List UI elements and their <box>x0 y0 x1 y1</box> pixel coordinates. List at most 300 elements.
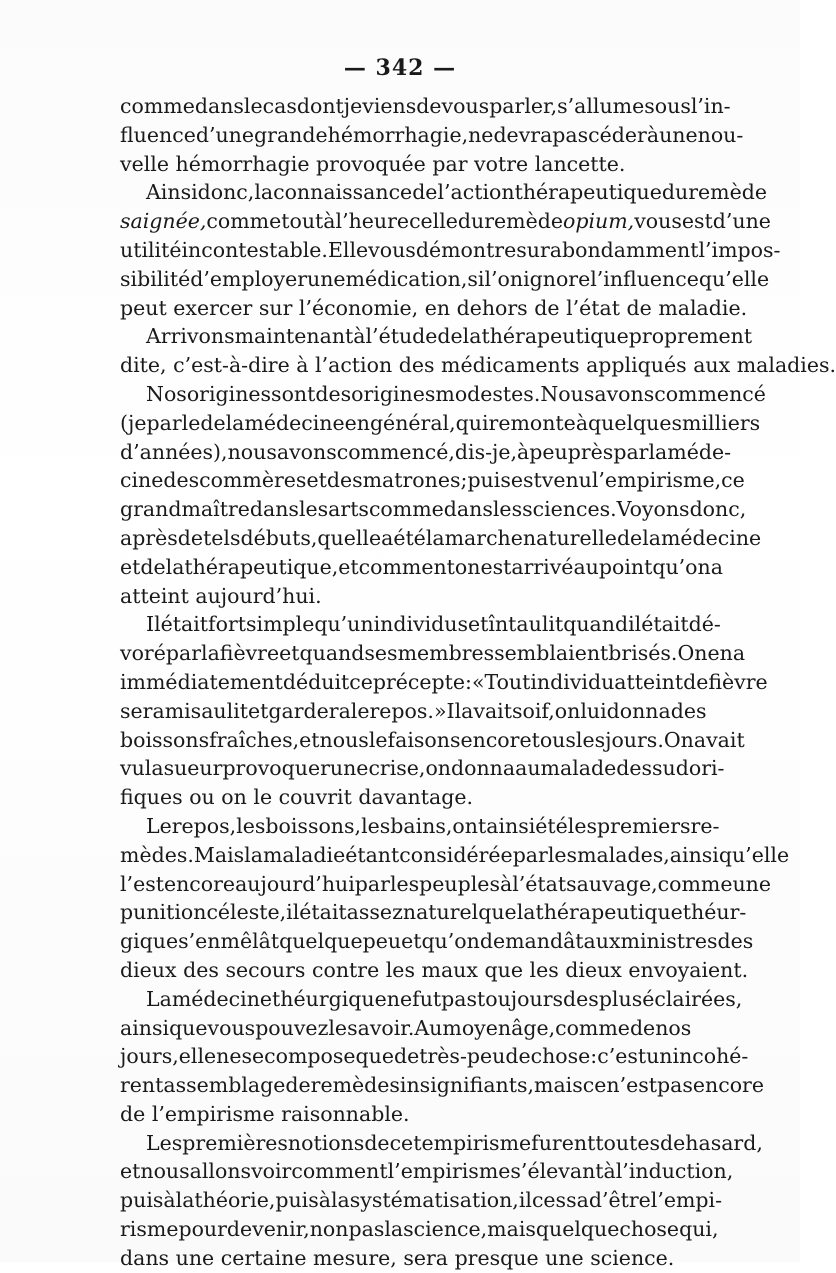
word: dé- <box>688 612 721 637</box>
word: éclairées, <box>642 986 743 1011</box>
word: ce <box>721 468 745 493</box>
word: les <box>298 497 329 522</box>
word: que <box>478 900 517 925</box>
word: maux <box>421 957 478 982</box>
word: commencé <box>654 381 766 406</box>
word: la <box>384 1217 404 1242</box>
word: lit <box>226 698 248 723</box>
word: Le <box>146 813 172 838</box>
word: contre <box>312 957 380 982</box>
word: nous <box>140 1159 190 1184</box>
word: quelque <box>535 1217 620 1242</box>
word: et <box>279 641 300 666</box>
word: vu <box>120 756 145 781</box>
word: ainsi <box>486 813 536 838</box>
word: allons <box>189 1159 252 1184</box>
text-line <box>120 322 753 351</box>
word: de <box>629 1015 656 1040</box>
word: premières <box>182 1130 288 1155</box>
text-line <box>120 1071 764 1100</box>
word: hasard, <box>685 1130 763 1155</box>
word: sur <box>258 295 293 320</box>
word: s’élevant <box>510 1159 604 1184</box>
text-line <box>120 754 725 783</box>
word: dieux <box>565 957 622 982</box>
word: pouvez <box>255 1015 329 1040</box>
word: peuples <box>419 871 500 896</box>
word: avons <box>276 439 337 464</box>
word: thérapeutique <box>535 900 683 925</box>
word: l’empirisme <box>387 1159 511 1184</box>
word: : <box>590 1044 598 1069</box>
word: incontestable. <box>181 237 328 262</box>
word: bains, <box>390 813 453 838</box>
word: vous <box>441 94 490 118</box>
word: d’une <box>712 209 771 234</box>
word: au <box>201 698 227 723</box>
word: proprement <box>628 324 753 349</box>
word: provoquer <box>222 756 330 781</box>
text-line <box>120 812 720 841</box>
word: à <box>318 1188 331 1213</box>
word: utilité <box>120 237 182 262</box>
word: la <box>648 439 668 464</box>
word: La <box>146 986 172 1011</box>
word: l’état <box>512 871 567 896</box>
word: les <box>389 871 420 896</box>
word: presque <box>454 1245 539 1270</box>
word: déduit <box>282 669 350 694</box>
word: le <box>328 1015 348 1040</box>
word: systématisation, <box>349 1188 519 1213</box>
word: il <box>286 900 300 925</box>
word: appliqués <box>586 353 687 378</box>
word: dehors <box>456 295 528 320</box>
word: est <box>510 468 542 493</box>
word: « <box>471 669 485 694</box>
word: quand <box>299 641 365 666</box>
word: malades, <box>577 842 670 867</box>
word: quand <box>563 612 629 637</box>
word: de <box>394 1044 420 1069</box>
text-line <box>120 121 744 150</box>
word: origines <box>351 381 436 406</box>
word: hémorrhagie, <box>327 122 469 147</box>
word: la <box>642 525 661 550</box>
word: velle <box>120 151 169 176</box>
word: lui <box>580 698 607 723</box>
word: l’empirisme, <box>591 468 722 493</box>
word: n’est <box>606 1073 657 1098</box>
word: crise, <box>368 756 426 781</box>
word: céleste, <box>206 900 287 925</box>
word: des <box>326 468 363 493</box>
word: couvrit <box>278 785 352 810</box>
word: Arrivons <box>146 324 235 349</box>
word: peut <box>120 295 167 320</box>
word: ce <box>349 669 373 694</box>
word: saignée, <box>120 209 207 234</box>
word: la <box>330 1188 350 1213</box>
word: du <box>661 180 689 205</box>
word: notions <box>287 1130 365 1155</box>
word: pas <box>657 1073 693 1098</box>
word: au <box>516 612 542 637</box>
word: de <box>285 1073 311 1098</box>
word: comment <box>358 554 455 579</box>
word: de <box>660 1130 686 1155</box>
word: modestes. <box>435 381 541 406</box>
word: mèdes. <box>120 842 194 867</box>
word: tînt <box>480 612 517 637</box>
word: punition <box>120 900 207 925</box>
page-number: — 342 — <box>343 55 457 81</box>
word: à <box>575 410 589 435</box>
word: devra <box>493 122 553 147</box>
word: science, <box>403 1217 488 1242</box>
text-line <box>120 553 723 582</box>
word: la <box>225 410 245 435</box>
word: été <box>393 525 426 550</box>
word: Nous <box>540 381 595 406</box>
word: de <box>200 410 226 435</box>
word: matrones <box>362 468 461 493</box>
word: naturel <box>402 900 479 925</box>
word: à <box>646 122 660 147</box>
word: des <box>717 929 754 954</box>
word: elle <box>178 1044 217 1069</box>
word: à <box>499 871 513 896</box>
word: repos, <box>171 813 237 838</box>
word: de <box>120 1101 146 1126</box>
text-line <box>120 150 682 179</box>
word: plus <box>598 986 643 1011</box>
word: chose <box>530 1044 591 1069</box>
word: comme <box>120 94 195 118</box>
word: demandât <box>479 929 584 954</box>
word: maladies. <box>736 353 836 378</box>
word: marche <box>444 525 523 550</box>
word: à <box>603 1159 616 1184</box>
word: d’années), <box>120 439 228 464</box>
word: envoyaient. <box>628 957 749 982</box>
word: arts <box>328 497 369 522</box>
word: thérapeutique <box>514 180 662 205</box>
word: atteint <box>614 669 684 694</box>
word: thérapeutique <box>481 324 629 349</box>
word: l’impos- <box>698 237 781 262</box>
text-line <box>120 783 682 812</box>
word: d’une <box>195 122 255 147</box>
word: puis <box>120 1188 164 1213</box>
word: cet <box>389 1130 422 1155</box>
word: boissons, <box>265 813 362 838</box>
text-line <box>120 668 768 697</box>
word: ainsi <box>669 842 719 867</box>
word: ne <box>216 1044 242 1069</box>
word: hémorrhagie <box>175 151 310 176</box>
word: le <box>368 727 388 752</box>
word: origines <box>186 381 272 406</box>
word: était <box>160 612 209 637</box>
word: avait <box>693 727 745 752</box>
text-line <box>120 927 754 956</box>
word: Les <box>146 1130 183 1155</box>
word: des <box>163 468 200 493</box>
word: céder <box>588 122 647 147</box>
word: de <box>683 669 709 694</box>
word: mais <box>487 1217 536 1242</box>
word: re- <box>690 813 720 838</box>
word: près <box>567 439 614 464</box>
text-line <box>120 466 745 495</box>
word: surabondamment <box>516 237 699 262</box>
word: ou <box>189 785 215 810</box>
word: la <box>144 756 164 781</box>
word: dont <box>296 94 344 118</box>
word: mesure, <box>313 1245 397 1270</box>
word: Ainsi <box>146 180 198 205</box>
text-line <box>120 582 682 611</box>
word: tels <box>203 525 241 550</box>
word: provoquée <box>316 151 426 176</box>
word: méde- <box>667 439 732 464</box>
word: fluence <box>120 122 196 147</box>
word: les <box>529 957 559 982</box>
word: dans <box>443 497 493 522</box>
word: à <box>296 353 309 378</box>
word: incohé- <box>672 1044 749 1069</box>
text-line <box>120 898 747 927</box>
word: gique <box>120 929 179 954</box>
word: nos <box>655 1015 692 1040</box>
text-line <box>120 610 721 639</box>
word: médecine <box>244 410 345 435</box>
word: quelle <box>317 525 382 550</box>
word: on <box>554 698 581 723</box>
word: avait <box>461 698 512 723</box>
word: grand <box>120 497 182 522</box>
text-line <box>120 1186 723 1215</box>
word: empirisme <box>421 1130 532 1155</box>
word: donna <box>451 756 516 781</box>
word: maintenant <box>234 324 354 349</box>
word: une <box>175 1245 215 1270</box>
word: certaine <box>220 1245 307 1270</box>
word: et <box>299 727 320 752</box>
word: Il <box>146 612 161 637</box>
word: considérée <box>399 842 513 867</box>
word: aujourd’hui <box>235 871 355 896</box>
word: lit <box>541 612 564 637</box>
word: qu’on <box>421 929 480 954</box>
word: thérapeutique, <box>184 554 339 579</box>
word: s’allume <box>557 94 645 118</box>
word: votre <box>474 151 529 176</box>
text-line <box>120 841 790 870</box>
word: théur- <box>682 900 747 925</box>
word: la <box>175 1188 195 1213</box>
word: de <box>364 1130 390 1155</box>
word: on <box>221 785 247 810</box>
word: pas <box>552 122 589 147</box>
word: de <box>412 180 438 205</box>
text-line <box>120 1042 749 1071</box>
word: des <box>398 353 435 378</box>
word: comment <box>291 1159 388 1184</box>
word: immédiatement <box>120 669 283 694</box>
word: maladie <box>262 842 346 867</box>
word: qu’on <box>652 554 711 579</box>
text-line <box>120 870 772 899</box>
word: tous <box>531 727 576 752</box>
text-line <box>120 1215 719 1244</box>
word: des <box>670 698 707 723</box>
text-line <box>120 495 747 524</box>
word: ce <box>582 1073 607 1098</box>
word: sibilité <box>120 266 191 291</box>
word: viens <box>362 94 417 118</box>
word: se <box>241 1044 265 1069</box>
word: sudori- <box>652 756 725 781</box>
word: par <box>432 151 468 176</box>
word: (je <box>120 410 147 435</box>
word: une <box>329 756 369 781</box>
word: et <box>120 554 141 579</box>
word: se <box>457 612 481 637</box>
text-line <box>120 409 761 438</box>
word: et <box>248 698 269 723</box>
word: mis <box>164 698 202 723</box>
word: maître <box>181 497 250 522</box>
word: membres <box>397 641 495 666</box>
word: l’heure <box>335 209 410 234</box>
word: médecine <box>660 525 762 550</box>
word: débuts, <box>240 525 318 550</box>
text-line <box>120 438 732 467</box>
word: par <box>512 842 548 867</box>
word: a <box>710 554 723 579</box>
word: sont <box>271 381 316 406</box>
word: secours <box>225 957 306 982</box>
word: par <box>613 439 649 464</box>
word: l’induction, <box>615 1159 734 1184</box>
word: Nos <box>146 381 187 406</box>
word: à <box>163 1188 176 1213</box>
text-line <box>120 207 771 236</box>
word: des <box>616 756 653 781</box>
word: On <box>663 727 694 752</box>
word: faisons <box>387 727 461 752</box>
word: les <box>567 813 598 838</box>
word: une <box>659 122 698 147</box>
word: de <box>437 324 463 349</box>
word: jours, <box>120 1044 179 1069</box>
word: et <box>120 1159 141 1184</box>
word: comme <box>657 871 733 896</box>
word: l’on <box>484 266 524 291</box>
word: remède <box>688 180 767 205</box>
word: milliers <box>682 410 761 435</box>
word: l’état <box>566 295 620 320</box>
text-line <box>120 265 770 294</box>
word: mêlât <box>220 929 280 954</box>
word: donna <box>606 698 671 723</box>
word: donc, <box>197 180 255 205</box>
word: ne <box>386 986 413 1011</box>
word: non <box>309 1217 349 1242</box>
word: étant <box>345 842 400 867</box>
word: risme <box>120 1217 179 1242</box>
word: ; <box>460 468 468 493</box>
word: théorie, <box>194 1188 276 1213</box>
word: chose <box>619 1217 680 1242</box>
word: aux <box>693 353 731 378</box>
word: boissons <box>120 727 210 752</box>
text-line <box>120 697 707 726</box>
word: sous <box>644 94 691 118</box>
word: raisonnable. <box>281 1101 410 1126</box>
word: au <box>515 756 541 781</box>
text-line <box>120 726 745 755</box>
word: quelque <box>279 929 363 954</box>
word: démontre <box>415 237 517 262</box>
word: des <box>315 381 352 406</box>
word: était <box>299 900 347 925</box>
word: voir <box>251 1159 292 1184</box>
word: peu <box>362 929 402 954</box>
word: comme <box>555 1015 630 1040</box>
word: la <box>165 554 185 579</box>
word: nous <box>319 727 369 752</box>
word: très-peu <box>419 1044 506 1069</box>
word: une <box>545 1245 584 1270</box>
word: de <box>140 554 166 579</box>
word: malade <box>540 756 617 781</box>
word: encore <box>163 871 236 896</box>
word: en <box>707 641 733 666</box>
word: qu’elle <box>698 266 770 291</box>
word: maladie. <box>658 295 748 320</box>
text-line <box>120 236 781 265</box>
text-line <box>120 294 748 323</box>
word: gardera <box>268 698 351 723</box>
word: la <box>201 641 220 666</box>
word: mais <box>534 1073 583 1098</box>
word: sueur <box>163 756 223 781</box>
word: parle <box>146 410 201 435</box>
word: cessa <box>531 1188 589 1213</box>
word: à <box>323 209 336 234</box>
word: point <box>598 554 653 579</box>
word: insignifiants, <box>399 1073 535 1098</box>
word: comme <box>206 209 282 234</box>
word: du <box>457 209 485 234</box>
word: rent <box>120 1073 164 1098</box>
word: comme <box>368 497 444 522</box>
word: premiers <box>597 813 691 838</box>
word: Tout <box>484 669 531 694</box>
text-line <box>120 92 731 121</box>
word: c’est <box>597 1044 647 1069</box>
word: par <box>165 641 202 666</box>
word: d’être <box>588 1188 651 1213</box>
text-line <box>120 639 746 668</box>
word: la <box>244 842 263 867</box>
word: on <box>425 756 451 781</box>
word: repos. <box>369 698 434 723</box>
word: parler, <box>489 94 558 118</box>
